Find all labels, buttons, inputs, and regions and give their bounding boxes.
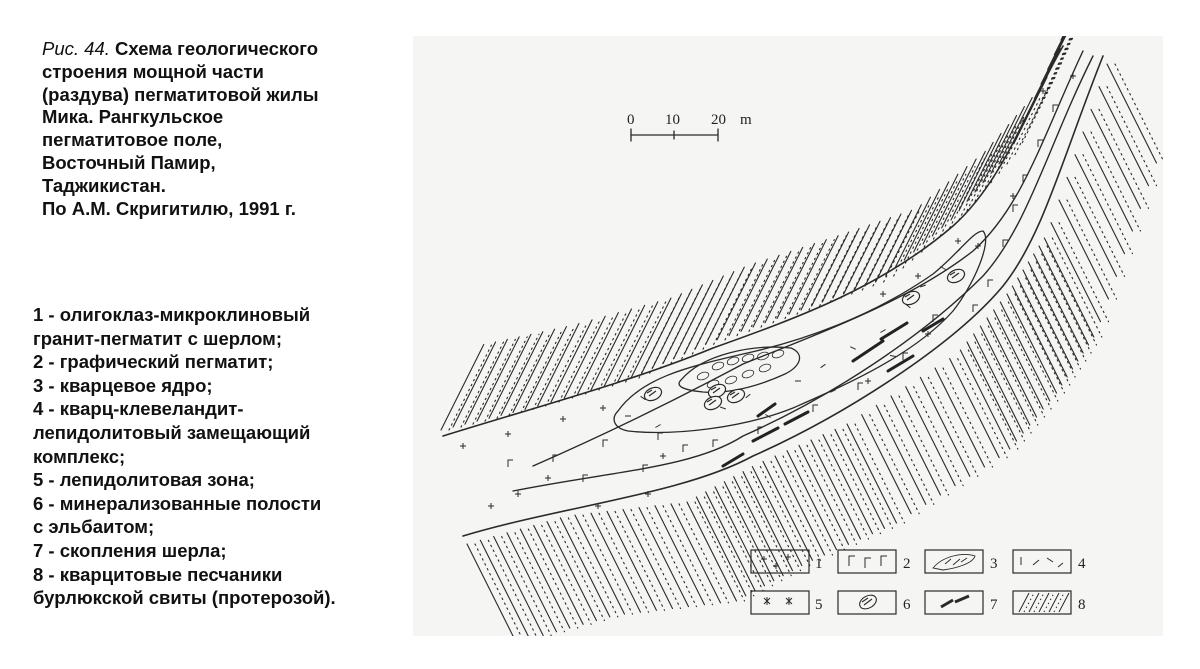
legend-description-line: бурлюкской свиты (протерозой). [33, 587, 336, 609]
caption-line: пегматитовое поле, [42, 129, 223, 151]
legend-description-line: 7 - скопления шерла; [33, 539, 227, 561]
scale-label-10: 10 [665, 112, 680, 128]
caption-line: (раздува) пегматитовой жилы [42, 83, 319, 105]
legend-description-line: 6 - минерализованные полости [33, 492, 322, 514]
caption-line: Схема геологического [115, 38, 319, 59]
legend-description-line: 8 - кварцитовые песчаники [33, 563, 283, 585]
legend-description-line: 1 - олигоклаз-микроклиновый [33, 304, 311, 325]
legend-description-line: 2 - графический пегматит; [33, 351, 274, 373]
figure-label: Рис. 44. [42, 38, 110, 59]
scale-unit: m [740, 112, 752, 128]
legend-description-line: комплекс; [33, 445, 126, 467]
legend-description-line: 5 - лепидолитовая зона; [33, 469, 255, 491]
caption-line: Восточный Памир, [42, 151, 216, 173]
legend-description-line: 4 - кварц-клевеландит- [33, 398, 244, 420]
legend-number: 2 [903, 556, 911, 572]
legend-number: 3 [990, 556, 998, 572]
figure-caption [42, 38, 412, 220]
scale-label-20: 20 [711, 112, 726, 128]
legend-number: 7 [990, 597, 998, 613]
legend-number: 8 [1078, 597, 1086, 613]
legend-number: 6 [903, 597, 911, 613]
legend-number: 4 [1078, 556, 1086, 572]
legend-description-list [33, 303, 413, 610]
caption-line: Мика. Рангкульское [42, 106, 224, 128]
legend-description-line: 3 - кварцевое ядро; [33, 374, 213, 396]
legend-description-line: с эльбаитом; [33, 516, 155, 538]
legend-number: 5 [815, 597, 823, 613]
geological-map [413, 36, 1163, 636]
legend-description-line: гранит-пегматит с шерлом; [33, 327, 282, 349]
caption-line: строения мощной части [42, 60, 264, 82]
scale-label-0: 0 [627, 112, 635, 128]
caption-line: Таджикистан. [42, 174, 166, 196]
legend-description-line: лепидолитовый замещающий [33, 421, 311, 443]
legend-number: 1 [815, 556, 823, 572]
caption-title-line [42, 38, 412, 61]
caption-line: По А.М. Скригитилю, 1991 г. [42, 197, 296, 219]
